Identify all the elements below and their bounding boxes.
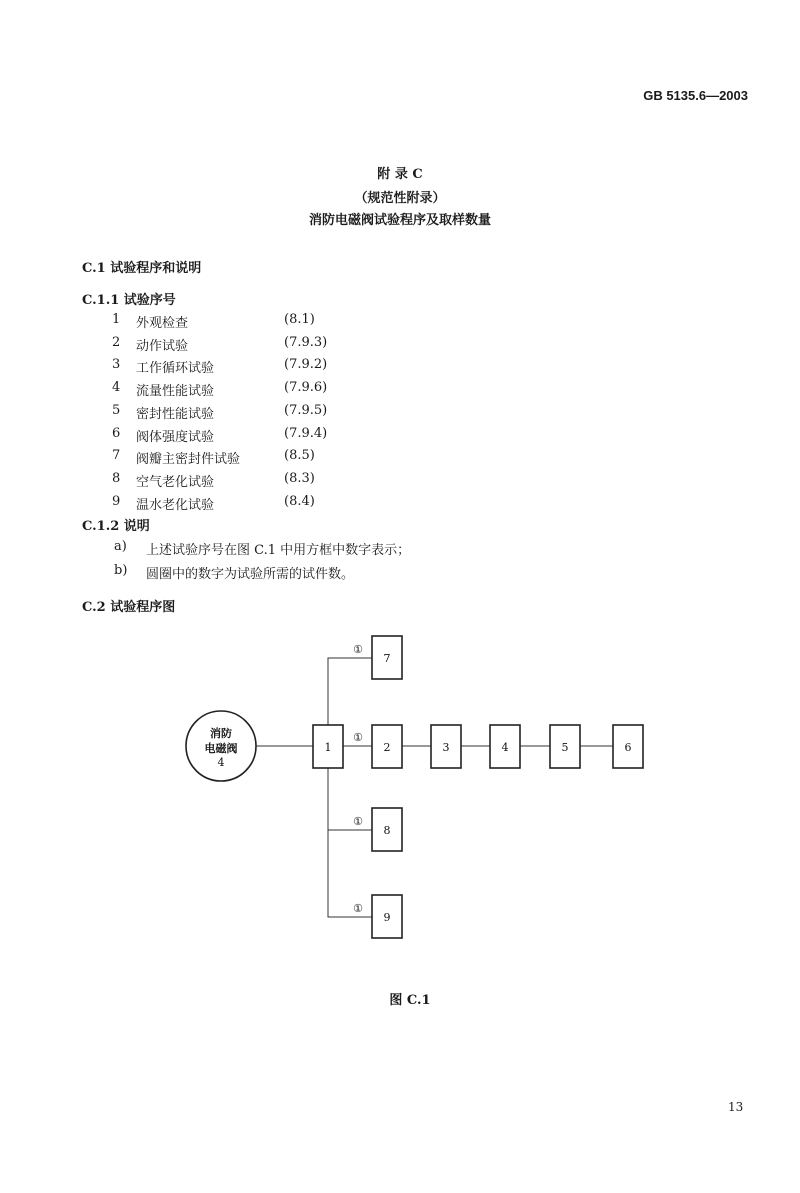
test-item-name: 温水老化试验 — [136, 497, 215, 513]
standard-number: GB 5135.6—2003 — [643, 88, 748, 103]
test-box-label: 7 — [383, 652, 391, 665]
section-c11-heading: C.1.1 试验序号 — [82, 293, 176, 308]
test-item-no: 3 — [112, 357, 121, 373]
test-item-ref: (8.5) — [284, 448, 315, 464]
note-b-marker: b) — [114, 563, 128, 578]
test-item-name: 阀瓣主密封件试验 — [136, 452, 241, 468]
test-item-ref: (7.9.2) — [284, 357, 328, 373]
section-c12-heading: C.1.2 说明 — [82, 519, 150, 534]
test-item-ref: (7.9.6) — [284, 380, 328, 396]
test-item-ref: (7.9.4) — [284, 425, 328, 441]
test-item-name: 工作循环试验 — [136, 361, 215, 377]
test-item-ref: (7.9.5) — [284, 402, 328, 418]
test-box-label: 1 — [324, 741, 332, 754]
source-label-2: 电磁阀 — [204, 742, 238, 755]
test-item-no: 2 — [112, 334, 121, 350]
test-item-no: 1 — [112, 312, 121, 327]
test-item-no: 6 — [112, 425, 121, 441]
test-item-no: 9 — [112, 493, 121, 509]
figure-caption: 图 C.1 — [389, 993, 431, 1008]
connector-lines — [256, 658, 613, 917]
page-number: 13 — [728, 1100, 744, 1114]
test-box-label: 6 — [624, 741, 632, 754]
sample-mark-8: ① — [353, 815, 363, 828]
appendix-type: （规范性附录） — [354, 191, 446, 206]
appendix-subtitle: 消防电磁阀试验程序及取样数量 — [308, 213, 491, 228]
sample-mark-9: ① — [353, 902, 363, 915]
test-item-ref: (7.9.3) — [284, 334, 328, 350]
source-circle — [186, 711, 256, 781]
test-item-ref: (8.4) — [284, 493, 315, 509]
test-item-name: 阀体强度试验 — [136, 429, 215, 445]
source-label-1: 消防 — [210, 727, 232, 740]
test-box-label: 2 — [383, 741, 391, 754]
test-item-name: 密封性能试验 — [136, 406, 215, 422]
test-item-ref: (8.1) — [284, 312, 315, 327]
test-box-label: 4 — [501, 741, 509, 754]
test-box-label: 3 — [442, 741, 450, 754]
test-box-label: 9 — [383, 911, 391, 924]
test-box-label: 8 — [383, 824, 391, 837]
section-c2-heading: C.2 试验程序图 — [82, 600, 176, 615]
test-item-no: 4 — [112, 380, 121, 396]
appendix-title: 附 录 C — [377, 167, 423, 182]
test-box-label: 5 — [561, 741, 569, 754]
note-a-marker: a) — [114, 539, 127, 554]
source-count: 4 — [217, 756, 225, 769]
sample-mark-2: ① — [353, 731, 363, 744]
test-item-no: 7 — [112, 448, 121, 464]
test-item-name: 流量性能试验 — [136, 384, 215, 400]
note-a-text: 上述试验序号在图 C.1 中用方框中数字表示； — [146, 543, 411, 558]
test-item-ref: (8.3) — [284, 470, 315, 486]
test-item-no: 8 — [112, 470, 121, 486]
sample-mark-7: ① — [353, 643, 363, 656]
test-item-name: 空气老化试验 — [136, 474, 215, 490]
test-item-name: 外观检查 — [136, 316, 189, 331]
section-c1-heading: C.1 试验程序和说明 — [82, 261, 202, 276]
test-item-name: 动作试验 — [136, 338, 189, 354]
test-item-no: 5 — [112, 402, 121, 418]
note-b-text: 圆圈中的数字为试验所需的试件数。 — [146, 567, 355, 582]
